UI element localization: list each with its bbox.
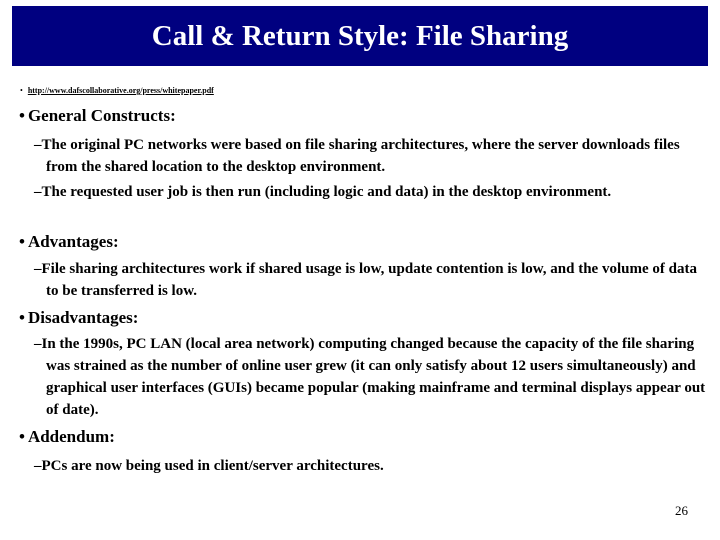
section-heading-text: Disadvantages: <box>27 308 139 327</box>
section-heading-disadvantages <box>19 308 138 328</box>
slide-title: Call & Return Style: File Sharing <box>151 19 569 52</box>
source-bullet: • <box>20 86 23 95</box>
section-heading-general-constructs <box>19 106 176 126</box>
bullet-mark: • <box>19 106 25 125</box>
page-number: 26 <box>675 503 688 518</box>
section-heading-text: Advantages: <box>27 232 119 251</box>
section-heading-text: Addendum: <box>27 427 115 446</box>
sub-item: –The original PC networks were based on file sharing architectures, where the server downloads files from the shared location to the desktop environment. <box>34 137 680 175</box>
bullet-mark: • <box>19 232 25 251</box>
sub-item: –File sharing architectures work if shared usage is low, update contention is low, and the volume of data to be transferred is low. <box>34 261 697 299</box>
section-heading-addendum <box>19 427 115 447</box>
bullet-mark: • <box>19 308 25 327</box>
sub-item: –PCs are now being used in client/server architectures. <box>34 458 384 474</box>
section-heading-advantages <box>19 232 119 252</box>
sub-item: –The requested user job is then run (including logic and data) in the desktop environment. <box>34 184 612 200</box>
bullet-mark: • <box>19 427 25 446</box>
source-line <box>20 86 214 95</box>
slide-title-bar <box>12 6 708 66</box>
section-heading-text: General Constructs: <box>27 106 176 125</box>
sub-item: –In the 1990s, PC LAN (local area network) computing changed because the capacity of the file sharing was strained as the number of online user grew (it can only satisfy about 12 users simultaneously) and graphical user interfaces (GUIs) became popular (making mainframe and terminal displays appear out of date). <box>34 336 706 418</box>
source-link[interactable]: http://www.dafscollaborative.org/press/whitepaper.pdf <box>27 86 214 95</box>
